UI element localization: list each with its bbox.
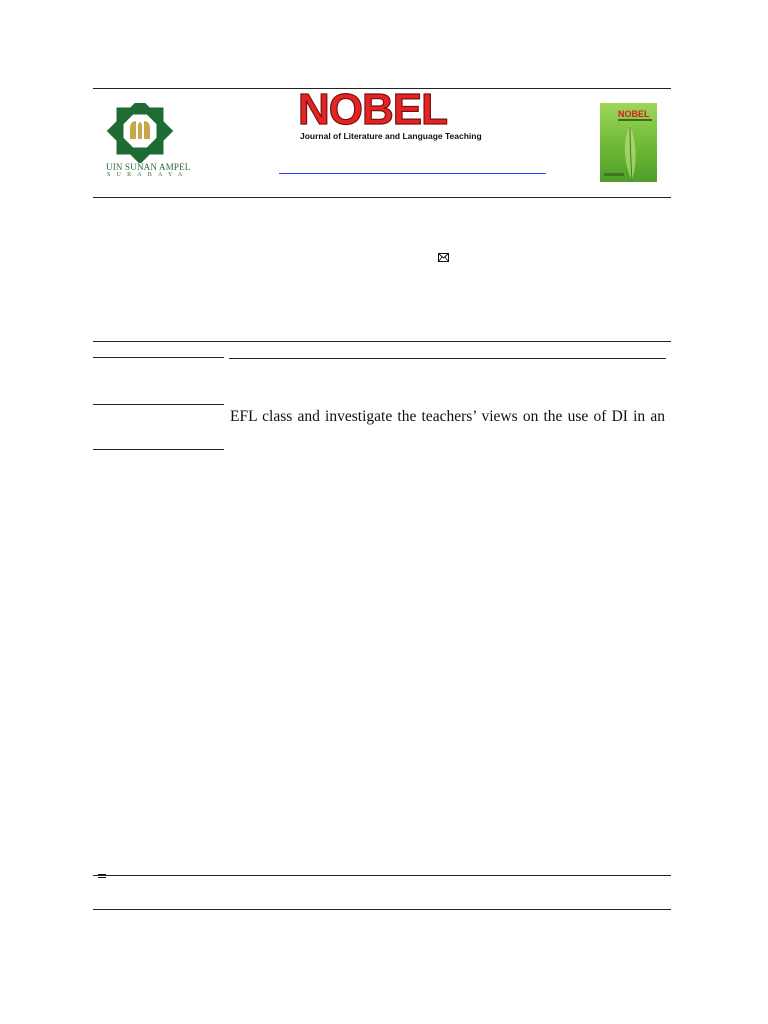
footer-bottom-rule: [93, 909, 671, 910]
cover-logo-text: NOBEL: [618, 109, 650, 119]
journal-link-underline[interactable]: [279, 173, 546, 174]
university-name: UIN SUNAN AMPEL: [106, 162, 191, 172]
header-bottom-rule: [93, 197, 671, 198]
abstract-top-rule: [229, 358, 666, 359]
university-city: SURABAYA: [107, 172, 189, 178]
article-info-rule-3: [93, 449, 224, 450]
footnote-top-rule: [93, 875, 671, 876]
abstract-text: EFL class and investigate the teachers’ views on the use of DI in an: [230, 408, 665, 425]
article-info-rule-2: [93, 404, 224, 405]
journal-cover: [600, 103, 657, 182]
journal-subtitle: Journal of Literature and Language Teaching: [300, 131, 482, 141]
footnote-mark-icon: [98, 874, 106, 880]
article-info-rule-1: [93, 357, 224, 358]
section-top-rule: [93, 341, 671, 342]
nobel-logo-text: NOBEL: [298, 86, 447, 132]
envelope-icon[interactable]: [438, 253, 449, 262]
nobel-logo: [298, 86, 478, 132]
cover-leaf-icon: [600, 103, 657, 182]
uin-emblem-icon: [104, 103, 180, 163]
